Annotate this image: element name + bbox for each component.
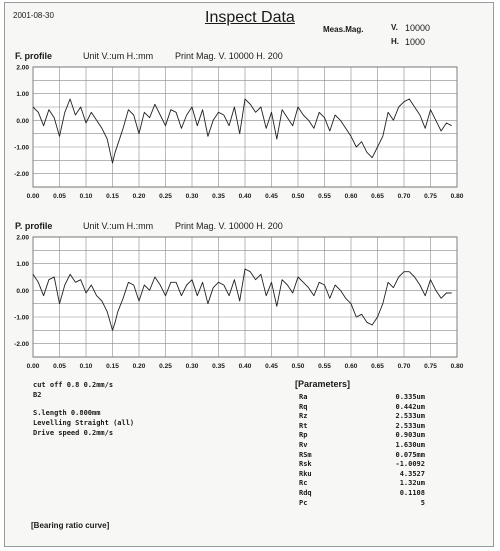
parameter-name: Rku [299, 469, 312, 478]
parameter-value: 2.533um [395, 421, 425, 430]
f-profile-print-mag: Print Mag. V. 10000 H. 200 [175, 51, 283, 61]
f-profile-label: F. profile [15, 51, 53, 61]
x-tick-label: 0.50 [291, 363, 305, 370]
x-tick-label: 0.10 [79, 193, 93, 200]
p-profile-label: P. profile [15, 221, 53, 231]
parameter-row [295, 479, 425, 489]
x-tick-label: 0.20 [132, 363, 146, 370]
parameter-value: 0.1108 [399, 488, 425, 497]
x-tick-label: 0.60 [344, 193, 358, 200]
parameter-name: Rv [299, 440, 308, 449]
parameter-row [295, 460, 425, 470]
s-length-text: S.length 0.800mm [33, 409, 101, 417]
meas-mag-label: Meas.Mag. [323, 25, 364, 34]
f-profile-chart [5, 61, 485, 211]
x-tick-label: 0.55 [318, 363, 331, 370]
parameter-name: Rt [299, 421, 308, 430]
x-tick-label: 0.40 [238, 193, 252, 200]
p-profile-unit: Unit V.:um H.:mm [83, 221, 154, 231]
x-tick-label: 0.45 [265, 193, 278, 200]
p-profile-chart [5, 231, 485, 381]
x-tick-label: 0.60 [344, 363, 358, 370]
x-tick-label: 0.05 [53, 193, 66, 200]
parameter-row [295, 422, 425, 432]
parameter-name: Rp [299, 431, 308, 440]
meas-mag-h-value: 1000 [405, 37, 426, 47]
parameter-name: Rc [299, 479, 308, 488]
p-profile-print-mag: Print Mag. V. 10000 H. 200 [175, 221, 283, 231]
parameter-value: 4.3527 [399, 469, 425, 478]
x-tick-label: 0.00 [26, 363, 40, 370]
x-tick-label: 0.30 [185, 363, 199, 370]
x-tick-label: 0.70 [397, 193, 411, 200]
y-tick-label: 1.00 [16, 261, 29, 269]
x-tick-label: 0.25 [159, 193, 172, 200]
parameter-value: 0.442um [395, 402, 425, 411]
drive-speed-text: Drive speed 0.2mm/s [33, 429, 114, 437]
x-tick-label: 0.80 [450, 193, 464, 200]
parameter-name: RSm [299, 450, 312, 459]
parameter-value: 5 [420, 498, 425, 507]
parameter-name: Rq [299, 402, 308, 411]
parameter-row [295, 403, 425, 413]
x-tick-label: 0.30 [185, 193, 199, 200]
parameter-value: 1.32um [399, 479, 425, 488]
y-tick-label: -2.00 [14, 171, 29, 179]
parameter-row [295, 499, 425, 509]
parameters-table [295, 393, 425, 508]
parameter-value: 0.903um [395, 431, 425, 440]
x-tick-label: 0.75 [424, 363, 437, 370]
x-tick-label: 0.15 [106, 363, 119, 370]
parameter-value: 2.533um [395, 412, 425, 421]
filter-text: B2 [33, 391, 42, 399]
parameter-name: Pc [299, 498, 308, 507]
x-tick-label: 0.25 [159, 363, 172, 370]
x-tick-label: 0.05 [53, 363, 66, 370]
f-profile-unit: Unit V.:um H.:mm [83, 51, 154, 61]
parameter-name: Rsk [299, 460, 312, 469]
meas-mag-v-label: V. [391, 23, 398, 32]
parameter-row [295, 431, 425, 441]
parameter-value: -1.0092 [395, 460, 425, 469]
report-title: Inspect Data [205, 9, 295, 26]
parameter-row [295, 412, 425, 422]
bearing-ratio-label: [Bearing ratio curve] [31, 521, 110, 530]
x-tick-label: 0.00 [26, 193, 40, 200]
x-tick-label: 0.70 [397, 363, 411, 370]
x-tick-label: 0.45 [265, 363, 278, 370]
x-tick-label: 0.35 [212, 363, 225, 370]
inspection-report-sheet [4, 2, 494, 547]
x-tick-label: 0.35 [212, 193, 225, 200]
y-tick-label: 2.00 [16, 64, 29, 72]
x-tick-label: 0.65 [371, 363, 384, 370]
cutoff-text: cut off 0.8 0.2mm/s [33, 381, 114, 389]
y-tick-label: 0.00 [16, 117, 29, 125]
x-tick-label: 0.65 [371, 193, 384, 200]
x-tick-label: 0.75 [424, 193, 437, 200]
parameter-value: 0.075mm [395, 450, 425, 459]
levelling-text: Levelling Straight (all) [33, 419, 135, 427]
parameter-row [295, 451, 425, 461]
parameter-row [295, 470, 425, 480]
parameter-name: Rdq [299, 488, 312, 497]
parameter-name: Rz [299, 412, 308, 421]
parameter-value: 0.335um [395, 393, 425, 401]
x-tick-label: 0.80 [450, 363, 464, 370]
x-tick-label: 0.20 [132, 193, 146, 200]
parameter-row [295, 441, 425, 451]
y-tick-label: 0.00 [16, 287, 29, 295]
x-tick-label: 0.40 [238, 363, 252, 370]
parameters-heading: [Parameters] [295, 379, 351, 389]
parameter-row [295, 489, 425, 499]
parameter-value: 1.630um [395, 440, 425, 449]
y-tick-label: 2.00 [16, 234, 29, 242]
parameter-name: Ra [299, 393, 308, 401]
y-tick-label: -2.00 [14, 341, 29, 349]
y-tick-label: -1.00 [14, 314, 29, 322]
x-tick-label: 0.15 [106, 193, 119, 200]
report-date: 2001-08-30 [13, 11, 54, 20]
x-tick-label: 0.50 [291, 193, 305, 200]
meas-mag-v-value: 10000 [405, 23, 431, 33]
x-tick-label: 0.10 [79, 363, 93, 370]
meas-mag-h-label: H. [391, 37, 399, 46]
y-tick-label: 1.00 [16, 91, 29, 99]
y-tick-label: -1.00 [14, 144, 29, 152]
parameter-row [295, 393, 425, 403]
x-tick-label: 0.55 [318, 193, 331, 200]
